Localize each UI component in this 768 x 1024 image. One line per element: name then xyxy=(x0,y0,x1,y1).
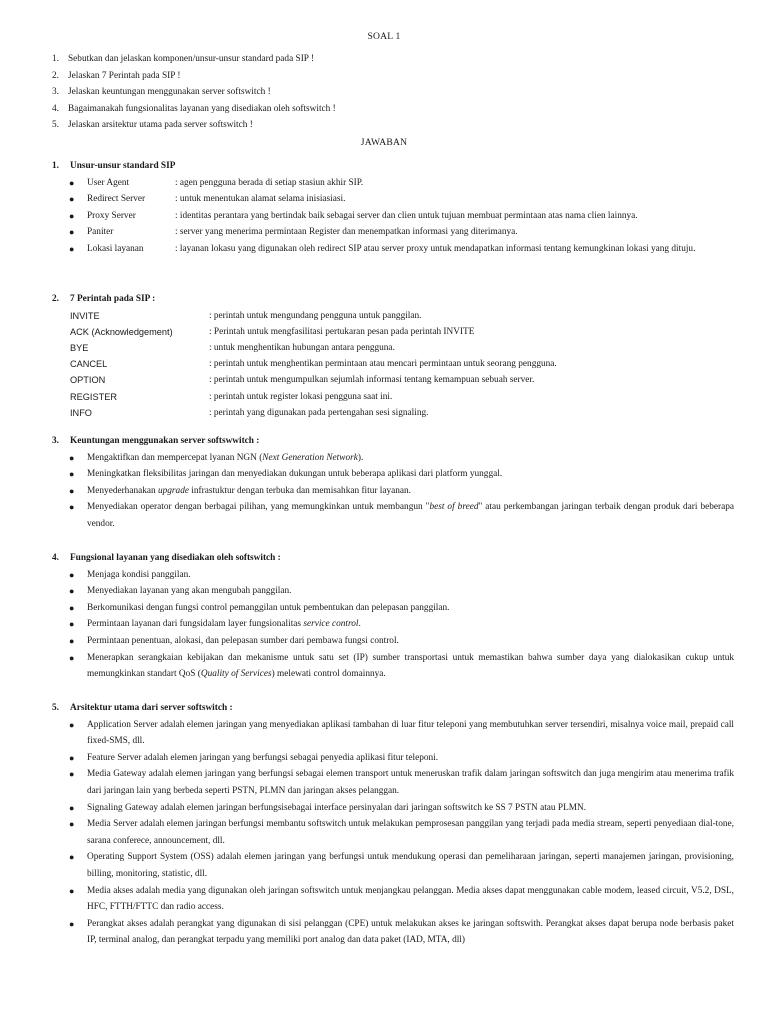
command-item xyxy=(52,405,734,421)
term-item xyxy=(52,208,734,225)
list-item xyxy=(52,717,734,750)
term-item xyxy=(52,191,734,208)
term-definition: : server yang menerima permintaan Register dan menempatkan informasi yang diterimanya. xyxy=(175,227,518,238)
section-number: 1. xyxy=(52,161,59,171)
command-item xyxy=(52,356,734,372)
item-text: Media Gateway adalah elemen jaringan yang berfungsi sebagai elemen transport untuk meneruskan trafik dalam jaringan softswitch dan juga mengirim atau menerima trafik dari jaringan lain yang berbeda seperti PSTN, PLMN dan jaringan akses pelanggan. xyxy=(87,769,734,796)
command-name: REGISTER xyxy=(70,391,117,402)
item-text-end: . xyxy=(358,619,361,630)
list-item xyxy=(52,466,734,483)
bullet-icon: ● xyxy=(69,586,75,597)
section-heading xyxy=(52,291,734,308)
bullet-icon: ● xyxy=(69,210,75,221)
question-text: Bagaimanakah fungsionalitas layanan yang disediakan oleh softswitch ! xyxy=(68,103,336,114)
section-number: 3. xyxy=(52,436,59,446)
section-heading-text: Arsitektur utama dari server softswitch : xyxy=(70,703,233,713)
item-text: Berkomunikasi dengan fungsi control pemanggilan untuk pembentukan dan pelepasan panggilan. xyxy=(87,602,450,613)
item-text: Menyediakan layanan yang akan mengubah panggilan. xyxy=(87,586,292,597)
command-name: ACK (Acknowledgement) xyxy=(70,326,173,337)
bullet-icon: ● xyxy=(69,177,75,188)
item-text-end: " atau perkembangan jaringan terbaik dengan produk dari beberapa vendor. xyxy=(87,502,734,529)
command-item xyxy=(52,340,734,356)
document-title: SOAL 1 xyxy=(367,31,401,42)
bullet-icon: ● xyxy=(69,802,75,813)
bullet-icon: ● xyxy=(69,619,75,630)
answer-section-4 xyxy=(52,550,734,683)
bullet-icon: ● xyxy=(69,769,75,780)
term-item xyxy=(52,175,734,192)
list-item xyxy=(52,766,734,799)
item-emphasis: best of breed xyxy=(429,502,479,513)
section-heading-text: Fungsional layanan yang disediakan oleh softswitch : xyxy=(70,553,281,563)
question-item xyxy=(52,117,752,134)
question-text: Jelaskan keuntungan menggunakan server softswitch ! xyxy=(68,87,271,98)
section-heading xyxy=(52,433,734,450)
command-name: BYE xyxy=(70,342,89,353)
command-definition: : untuk menghentikan hubungan antara pengguna. xyxy=(209,342,395,353)
bullet-icon: ● xyxy=(69,885,75,896)
section-heading xyxy=(52,158,734,175)
question-list xyxy=(52,51,752,134)
bullet-icon: ● xyxy=(69,652,75,663)
question-number: 4. xyxy=(52,103,59,114)
item-text-end: ). xyxy=(357,452,364,463)
item-text: Permintaan layanan dari fungsidalam layer fungsionalitas xyxy=(87,619,304,630)
item-text: Signaling Gateway adalah elemen jaringan berfungsisebagai interface persinyalan dari jaringan softswitch ke SS 7 PSTN atau PLMN. xyxy=(87,802,587,813)
bullet-icon: ● xyxy=(69,602,75,613)
question-item xyxy=(52,84,752,101)
list-item xyxy=(52,883,734,916)
term-definition: : agen pengguna berada di setiap stasiun akhir SIP. xyxy=(175,177,364,188)
item-text: Menyediakan operator dengan berbagai pilihan, yang memungkinkan untuk membangun " xyxy=(87,502,430,513)
list-item xyxy=(52,650,734,683)
list-item xyxy=(52,616,734,633)
question-number: 2. xyxy=(52,70,59,81)
list-item xyxy=(52,450,734,467)
section-number: 4. xyxy=(52,553,59,563)
list-item xyxy=(52,849,734,882)
bullet-icon: ● xyxy=(69,194,75,205)
item-text: Perangkat akses adalah perangkat yang digunakan di sisi pelanggan (CPE) untuk melakukan akses ke jaringan softswith. Perangkat akses dapat berupa node berbasis paket IP, terminal analog, dan perangkat terpadu yang memiliki port analog dan data paket (IAD, MTA, dll) xyxy=(87,918,734,946)
bullet-icon: ● xyxy=(69,635,75,646)
item-text: Media akses adalah media yang digunakan oleh jaringan softswitch untuk menjangkau pelanggan. Media akses dapat menggunakan cable modem, leased circuit, V5.2, DSL, HFC, FTTH/FTTC dan radio access. xyxy=(87,885,734,913)
command-name: OPTION xyxy=(70,375,106,386)
bullet-icon: ● xyxy=(69,819,75,830)
answer-section-3 xyxy=(52,433,734,533)
section-heading xyxy=(52,700,734,717)
answer-section-2 xyxy=(52,291,734,421)
bullet-icon: ● xyxy=(69,852,75,863)
item-text: Permintaan penentuan, alokasi, dan pelepasan sumber dari pembawa fungsi control. xyxy=(87,635,399,646)
question-item xyxy=(52,51,752,68)
term-definition: : layanan lokasu yang digunakan oleh redirect SIP atau server proxy untuk mendapatkan informasi tentang kemungkinan lokasi yang dituju. xyxy=(175,243,696,254)
section-heading-text: 7 Perintah pada SIP : xyxy=(70,294,156,304)
list-item xyxy=(52,499,734,532)
item-text-end: infrastuktur dengan terbuka dan memisahkan fitur layanan. xyxy=(188,485,412,496)
answer-title: JAWABAN xyxy=(360,137,408,148)
item-text: Application Server adalah elemen jaringan yang menyediakan aplikasi tambahan di luar fitur teleponi yang membutuhkan server tersendiri, misalnya voice mail, prepaid call fixed-SMS, dll. xyxy=(87,719,734,747)
command-item xyxy=(52,324,734,340)
section-number: 2. xyxy=(52,294,59,304)
section-heading-text: Keuntungan menggunakan server softswwitch : xyxy=(70,436,260,446)
list-item xyxy=(52,816,734,849)
command-item xyxy=(52,372,734,388)
question-number: 5. xyxy=(52,120,59,131)
list-item xyxy=(52,600,734,617)
item-text: Meningkatkan fleksibilitas jaringan dan menyediakan dukungan untuk beberapa aplikasi dari platform yunggal. xyxy=(87,469,503,480)
term-definition: : untuk menentukan alamat selama inisiasiasi. xyxy=(175,194,346,205)
term: Redirect Server xyxy=(87,194,146,205)
term-definition: : identitas perantara yang bertindak baik sebagai server dan clien untuk tujuan membuat permintaan atas nama clien lainnya. xyxy=(175,210,638,221)
term: Paniter xyxy=(87,227,114,238)
bullet-icon: ● xyxy=(69,569,75,580)
question-text: Jelaskan 7 Perintah pada SIP ! xyxy=(68,70,181,81)
question-number: 1. xyxy=(52,54,59,64)
item-text: Menerapkan serangkaian kebijakan dan mekanisme untuk satu set (IP) sumber transportasi untuk memastikan bahwa sumber daya yang dialokasikan cukup untuk memungkinkan standart QoS ( xyxy=(87,652,734,680)
bullet-icon: ● xyxy=(69,485,75,496)
bullet-icon: ● xyxy=(69,918,75,929)
term-item xyxy=(52,224,734,241)
command-definition: : perintah untuk mengumpulkan sejumlah informasi tentang kemampuan sebuah server. xyxy=(209,375,535,386)
item-text: Operating Support System (OSS) adalah elemen jaringan yang berfungsi untuk mendukung operasi dan pemeliharaan jaringan, seperti manajemen jaringan, provisioning, billing, monitoring, statistic, dll. xyxy=(87,852,734,879)
bullet-icon: ● xyxy=(69,452,75,463)
list-item xyxy=(52,916,734,949)
answer-section-5 xyxy=(52,700,734,949)
term: Proxy Server xyxy=(87,210,136,221)
command-definition: : Perintah untuk mengfasilitasi pertukaran pesan pada perintah INVITE xyxy=(209,326,475,337)
question-item xyxy=(52,68,752,85)
question-text: Sebutkan dan jelaskan komponen/unsur-unsur standard pada SIP ! xyxy=(68,54,315,64)
command-definition: : perintah untuk register lokasi pengguna saat ini. xyxy=(209,391,393,402)
list-item xyxy=(52,483,734,500)
item-emphasis: Quality of Services xyxy=(200,669,272,680)
command-definition: : perintah untuk menghentikan permintaan atau mencari permintaan untuk seorang pengguna. xyxy=(209,359,557,370)
item-text: Menjaga kondisi panggilan. xyxy=(87,569,191,580)
bullet-icon: ● xyxy=(69,469,75,480)
question-text: Jelaskan arsitektur utama pada server softswitch ! xyxy=(68,120,253,131)
term: User Agent xyxy=(87,177,130,188)
bullet-icon: ● xyxy=(69,227,75,238)
item-emphasis: service control xyxy=(303,619,359,630)
term-item xyxy=(52,241,734,258)
question-number: 3. xyxy=(52,87,59,98)
section-heading-text: Unsur-unsur standard SIP xyxy=(70,161,176,171)
list-item xyxy=(52,800,734,817)
bullet-icon: ● xyxy=(69,752,75,763)
bullet-icon: ● xyxy=(69,243,75,254)
command-name: INVITE xyxy=(70,310,100,321)
list-item xyxy=(52,583,734,600)
list-item xyxy=(52,633,734,650)
item-emphasis: Next Generation Network xyxy=(262,452,358,463)
item-text: Feature Server adalah elemen jaringan yang berfungsi sebagai penyedia aplikasi fitur teleponi. xyxy=(87,752,439,763)
command-item xyxy=(52,389,734,405)
section-number: 5. xyxy=(52,703,59,713)
item-text: Media Server adalah elemen jaringan berfungsi membantu softswitch untuk melakukan pemprosesan panggilan yang terjadi pada media stream, seperti penyediaan dial-tone, sarana conferece, announcement, dll. xyxy=(87,819,734,846)
item-text: Mengaktifkan dan mempercepat lyanan NGN ( xyxy=(87,452,263,463)
command-name: INFO xyxy=(70,407,92,418)
command-definition: : perintah untuk mengundang pengguna untuk panggilan. xyxy=(209,310,422,321)
term: Lokasi layanan xyxy=(87,243,144,254)
command-item xyxy=(52,308,734,324)
list-item xyxy=(52,750,734,767)
item-emphasis: upgrade xyxy=(157,485,189,496)
command-name: CANCEL xyxy=(70,359,108,370)
item-text-end: ) melewati control domainnya. xyxy=(271,669,386,680)
list-item xyxy=(52,567,734,584)
command-definition: : perintah yang digunakan pada pertengahan sesi signaling. xyxy=(209,407,429,418)
section-heading xyxy=(52,550,734,567)
bullet-icon: ● xyxy=(69,719,75,730)
answer-section-1 xyxy=(52,158,734,258)
item-text: Menyederhanakan xyxy=(87,485,158,496)
bullet-icon: ● xyxy=(69,502,75,513)
question-item xyxy=(52,101,752,118)
